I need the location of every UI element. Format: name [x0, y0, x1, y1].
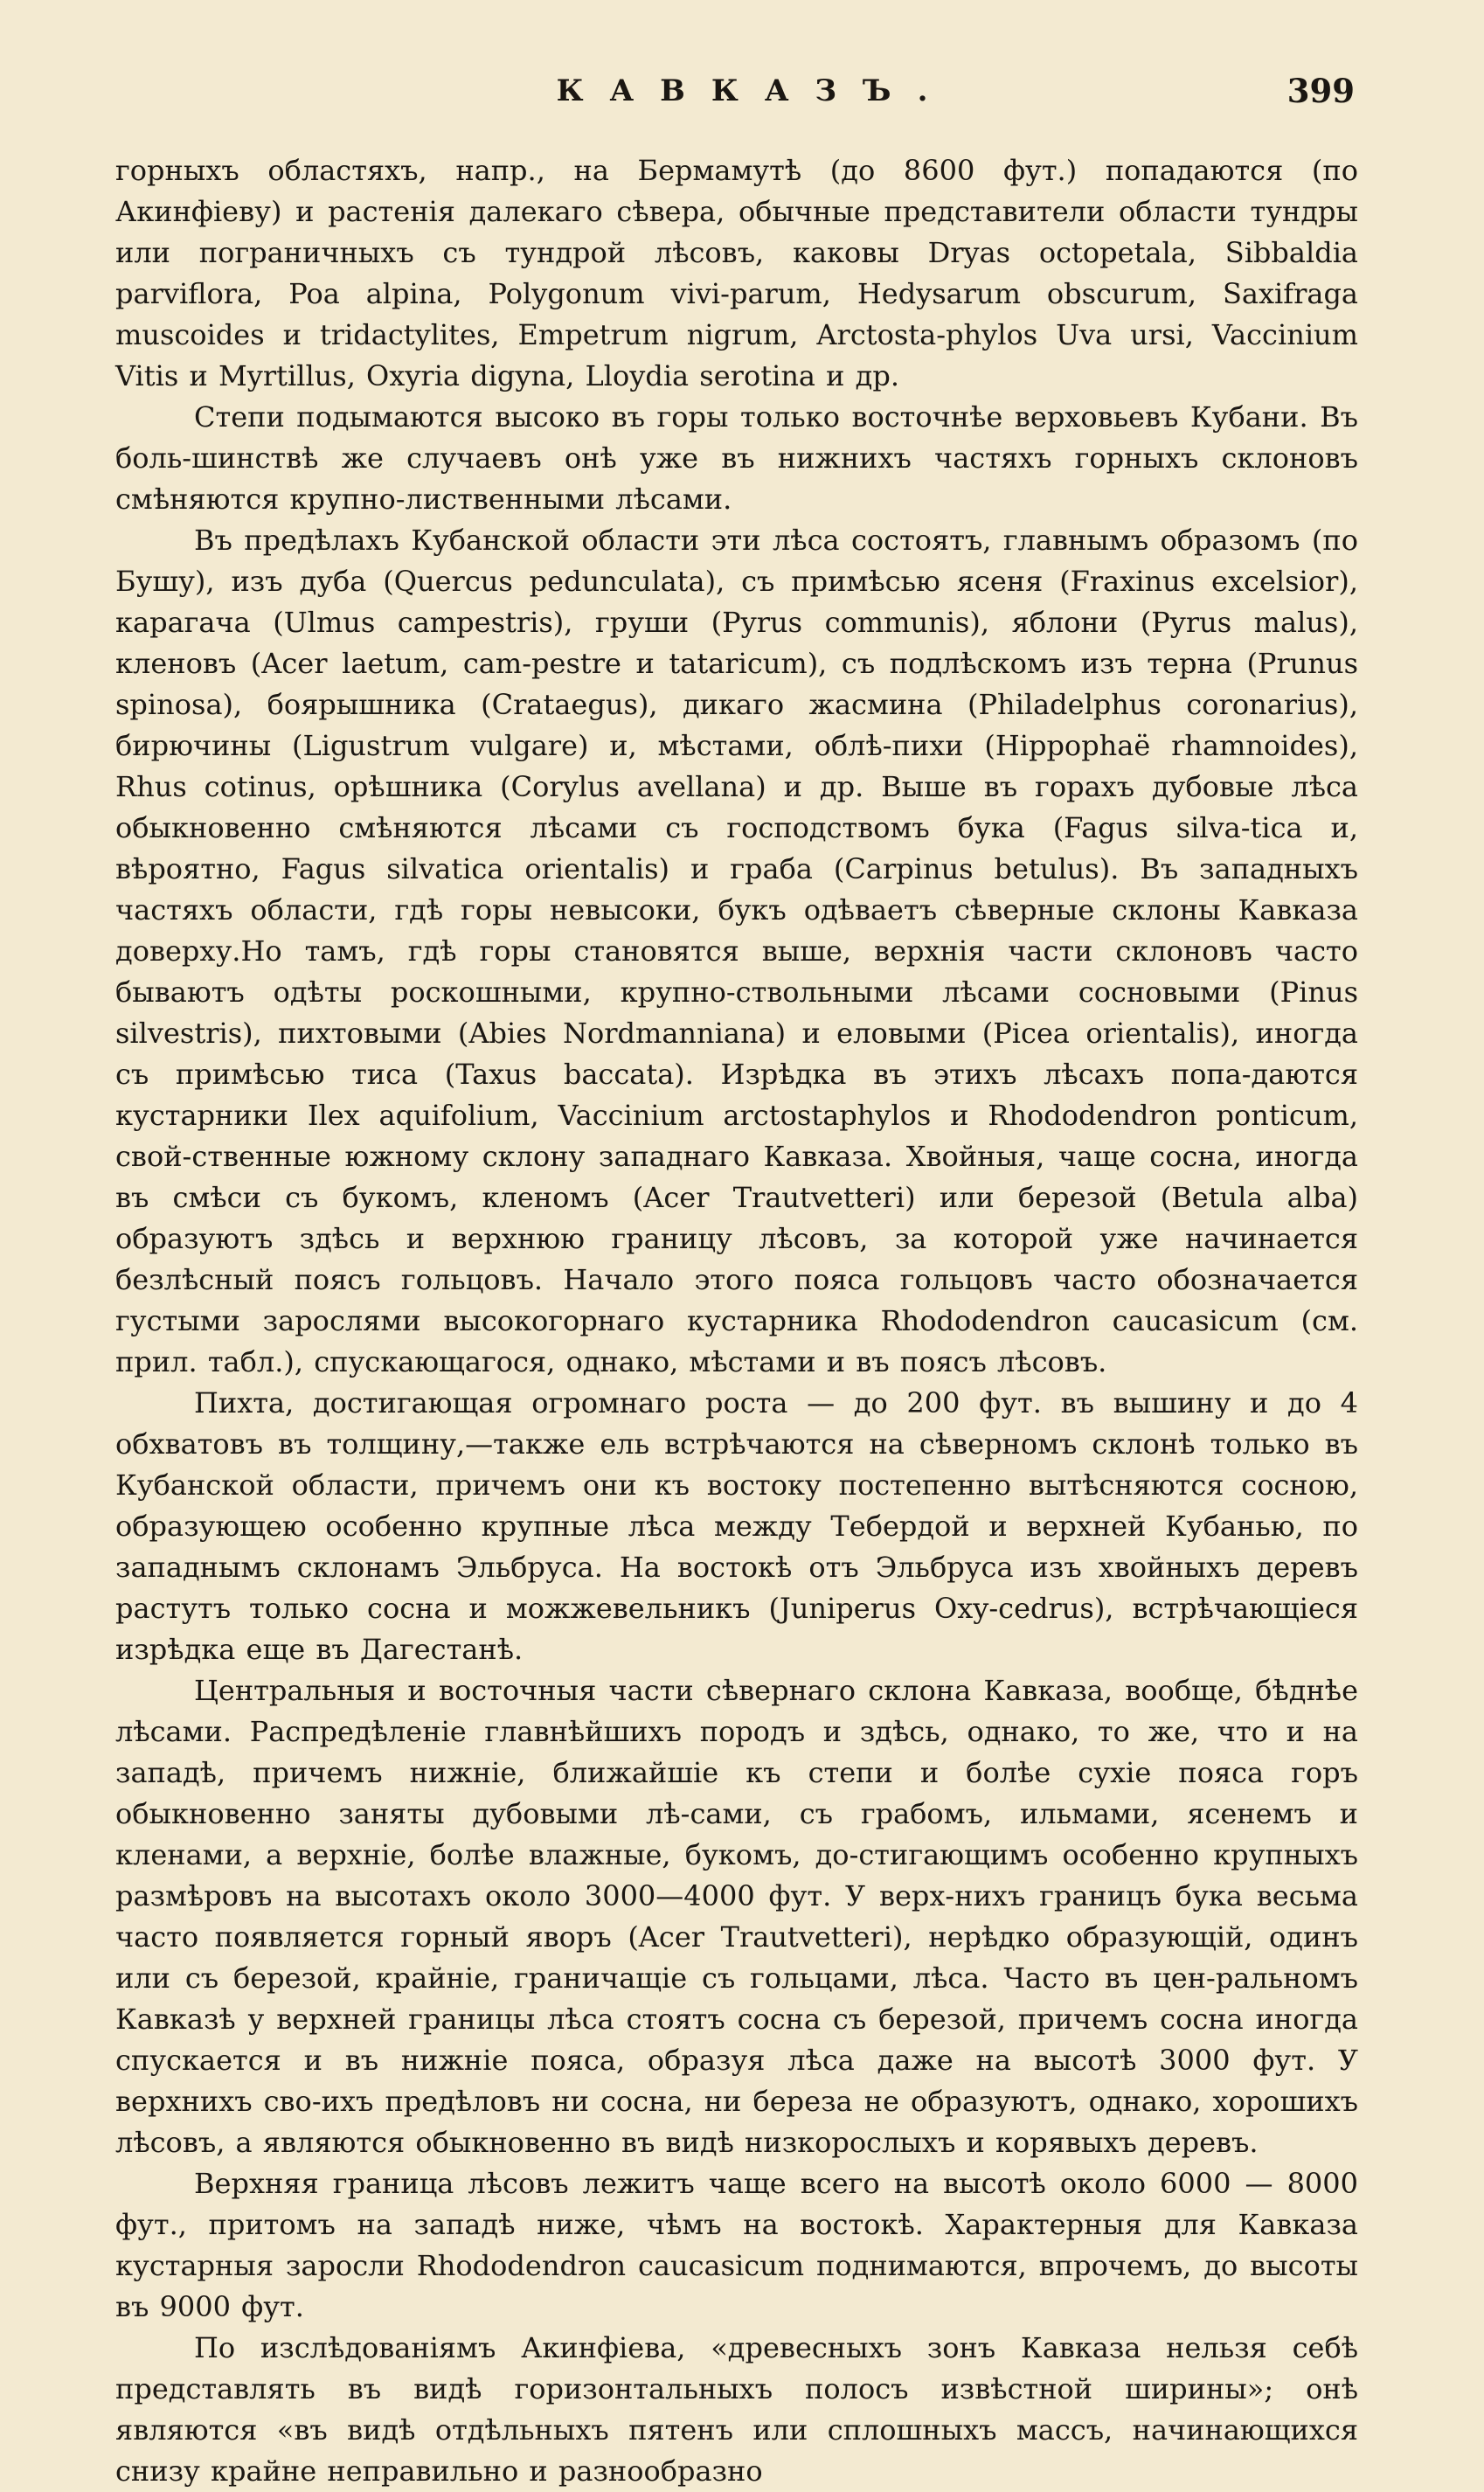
page-header [0, 68, 1484, 112]
paragraph-3: Въ предѣлахъ Кубанской области эти лѣса состоятъ, главнымъ образомъ (по Бушу), изъ дуба (Quercus pedunculata), съ примѣсью ясеня (Fraxinus excelsior), карагача (Ulmus campestris), груши (Pyrus communis), яблони (Pyrus malus), кленовъ (Acer laetum, cam-pestre и tataricum), съ подлѣскомъ изъ терна (Prunus spinosa), боярышника (Crataegus), дикаго жасмина (Philadelphus coronarius), бирючины (Ligustrum vulgare) и, мѣстами, облѣ-пихи (Hippophaë rhamnoides), Rhus cotinus, орѣшника (Corylus avellana) и др. Выше въ горахъ дубовые лѣса обыкновенно смѣняются лѣсами съ господствомъ бука (Fagus silva-tica и, вѣроятно, Fagus silvatica orientalis) и граба (Carpinus betulus). Въ западныхъ частяхъ области, гдѣ горы невысоки, букъ одѣваетъ сѣверные склоны Кавказа доверху.Но тамъ, гдѣ горы становятся выше, верхнія части склоновъ часто бываютъ одѣты роскошными, крупно-ствольными лѣсами сосновыми (Pinus silvestris), пихтовыми (Abies Nordmanniana) и еловыми (Picea orientalis), иногда съ примѣсью тиса (Taxus baccata). Изрѣдка въ этихъ лѣсахъ попа-даются кустарники Ilex aquifolium, Vaccinium arctostaphylos и Rhododendron ponticum, свой-ственные южному склону западнаго Кавказа. Хвойныя, чаще сосна, иногда въ смѣси съ букомъ, кленомъ (Acer Trautvetteri) или березой (Betula alba) образуютъ здѣсь и верхнюю границу лѣсовъ, за которой уже начинается безлѣсный поясъ гольцовъ. Начало этого пояса гольцовъ часто обозначается густыми зарослями высокогорнаго кустарника Rhododendron caucasicum (см. прил. табл.), спускающагося, однако, мѣстами и въ поясъ лѣсовъ. [115, 524, 1358, 1378]
paragraph-6: Верхняя граница лѣсовъ лежитъ чаще всего на высотѣ около 6000 — 8000 фут., притомъ на западѣ ниже, чѣмъ на востокѣ. Характерныя для Кавказа кустарныя заросли Rhododendron caucasicum поднимаются, впрочемъ, до высоты въ 9000 фут. [115, 2167, 1358, 2323]
paragraph-5: Центральныя и восточныя части сѣвернаго склона Кавказа, вообще, бѣднѣе лѣсами. Распредѣленіе главнѣйшихъ породъ и здѣсь, однако, то же, что и на западѣ, причемъ нижніе, ближайшіе къ степи и болѣе сухіе пояса горъ обыкновенно заняты дубовыми лѣ-сами, съ грабомъ, ильмами, ясенемъ и кленами, а верхніе, болѣе влажные, букомъ, до-стигающимъ особенно крупныхъ размѣровъ на высотахъ около 3000—4000 фут. У верх-нихъ границъ бука весьма часто появляется горный яворъ (Acer Trautvetteri), нерѣдко образующій, одинъ или съ березой, крайніе, граничащіе съ гольцами, лѣса. Часто въ цен-ральномъ Кавказѣ у верхней границы лѣса стоятъ сосна съ березой, причемъ сосна иногда спускается и въ нижніе пояса, образуя лѣса даже на высотѣ 3000 фут. У верхнихъ сво-ихъ предѣловъ ни сосна, ни береза не образуютъ, однако, хорошихъ лѣсовъ, а являются обыкновенно въ видѣ низкорослыхъ и корявыхъ деревъ. [115, 1674, 1358, 2159]
paragraph-1: горныхъ областяхъ, напр., на Бермамутѣ (до 8600 фут.) попадаются (по Акинфіеву) и растенія далекаго сѣвера, обычные представители области тундры или пограничныхъ съ тундрой лѣсовъ, каковы Dryas octopetala, Sibbaldia parviflora, Poa alpina, Polygonum vivi-parum, Hedysarum obscurum, Saxifraga muscoides и tridactylites, Empetrum nigrum, Arctosta-phylos Uva ursi, Vaccinium Vitis и Myrtillus, Oxyria digyna, Lloydia serotina и др. [115, 154, 1358, 392]
paragraph-7: По изслѣдованіямъ Акинфіева, «древесныхъ зонъ Кавказа нельзя себѣ представлять въ видѣ горизонтальныхъ полосъ извѣстной ширины»; онѣ являются «въ видѣ отдѣльныхъ пятенъ или сплошныхъ массъ, начинающихся снизу крайне неправильно и разнообразно [115, 2331, 1358, 2488]
paragraph-4: Пихта, достигающая огромнаго роста — до 200 фут. въ вышину и до 4 обхватовъ въ толщину,—также ель встрѣчаются на сѣверномъ склонѣ только въ Кубанской области, причемъ они къ востоку постепенно вытѣсняются сосною, образующею особенно крупные лѣса между Тебердой и верхней Кубанью, по западнымъ склонамъ Эльбруса. На востокѣ отъ Эльбруса изъ хвойныхъ деревъ растутъ только сосна и можжевельникъ (Juniperus Oxy-cedrus), встрѣчающіеся изрѣдка еще въ Дагестанѣ. [115, 1386, 1358, 1666]
page-number: 399 [1286, 72, 1355, 110]
body-text [115, 150, 1358, 2492]
running-head: КАВКАЗЪ. [556, 73, 954, 108]
paragraph-2: Степи подымаются высоко въ горы только восточнѣе верховьевъ Кубани. Въ боль-шинствѣ же случаевъ онѣ уже въ нижнихъ частяхъ горныхъ склоновъ смѣняются крупно-лиственными лѣсами. [115, 400, 1358, 516]
